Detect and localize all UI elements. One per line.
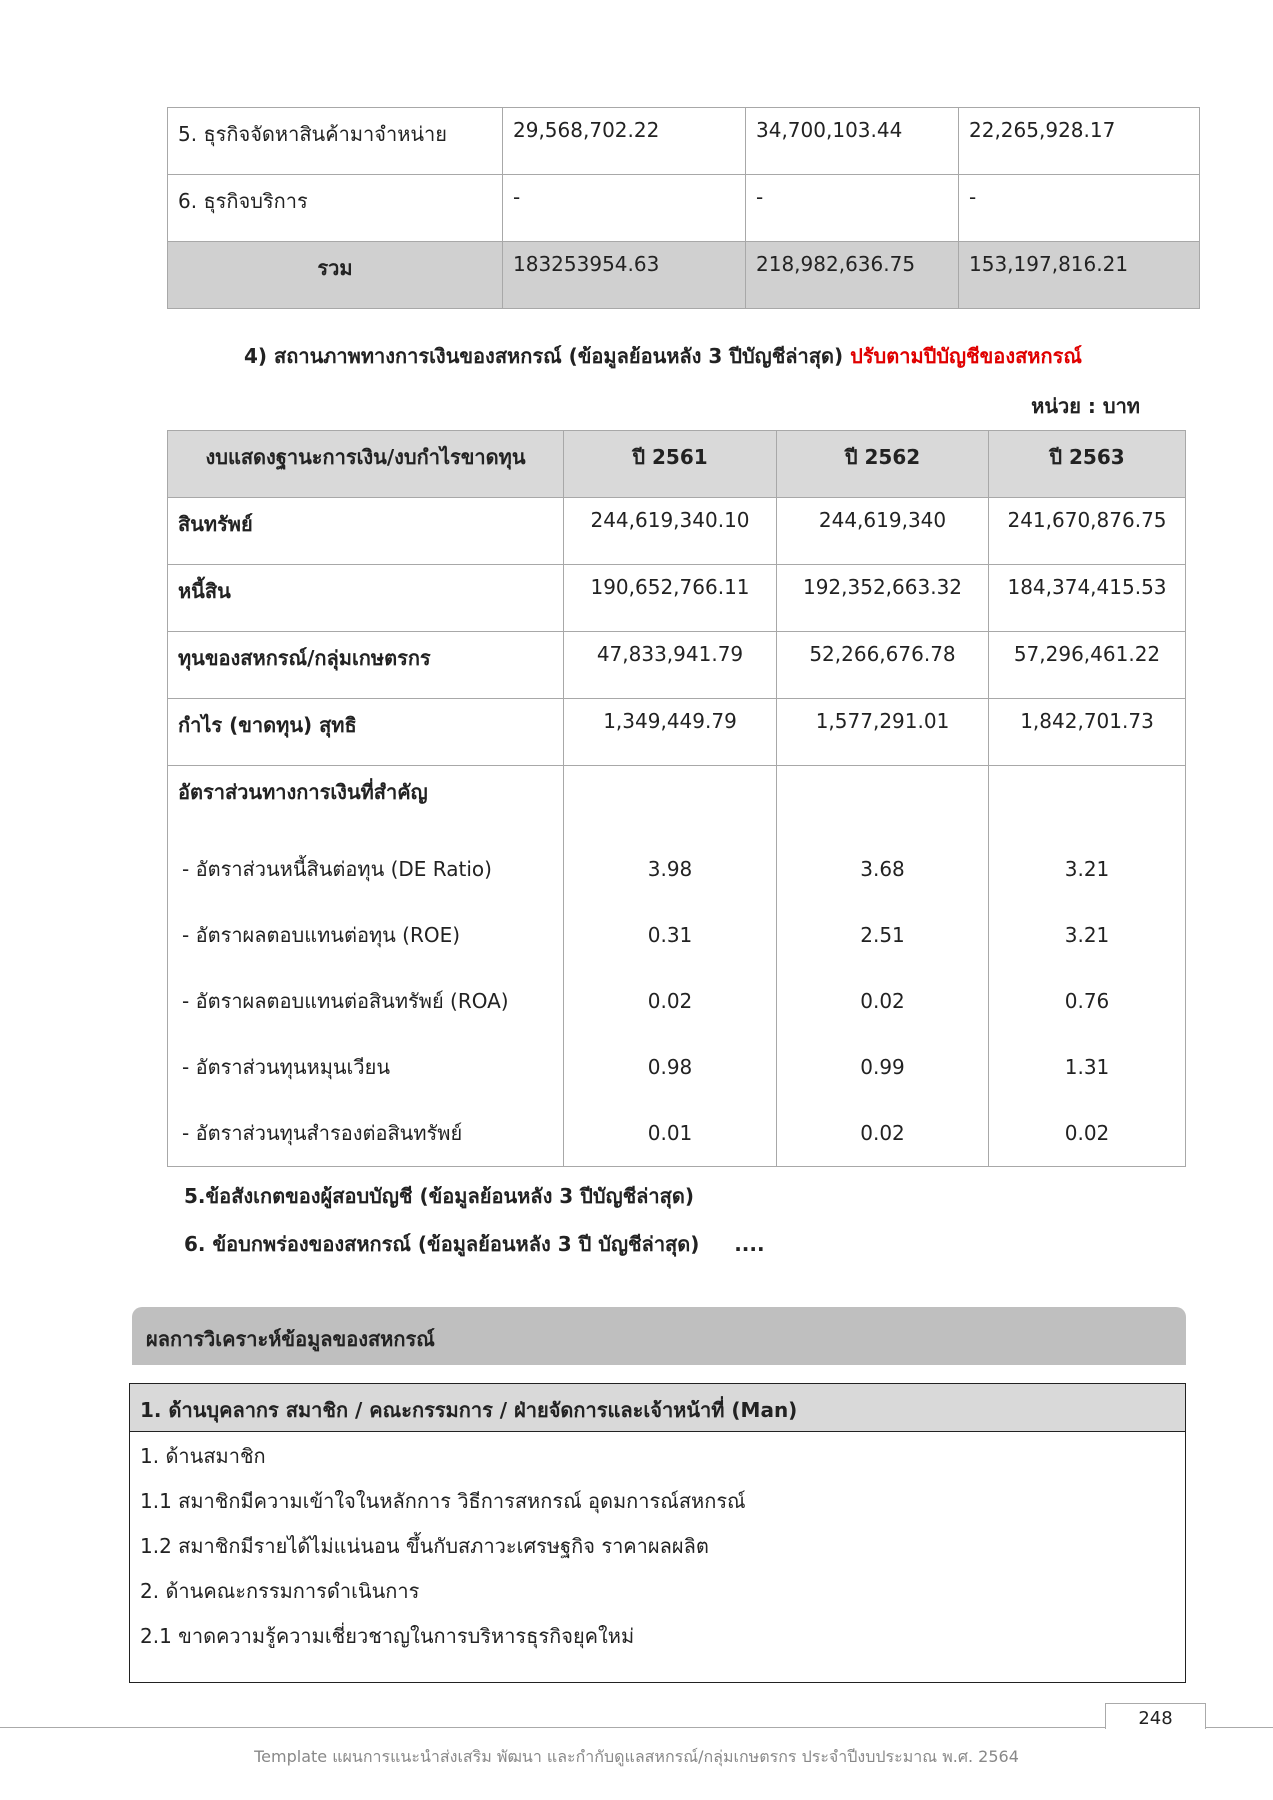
- section-4-heading: [244, 340, 1082, 372]
- cell: 218,982,636.75: [746, 242, 959, 309]
- cell: 0.02: [860, 1121, 905, 1145]
- ratio-values-2561: [564, 766, 777, 1167]
- ratio-title: อัตราส่วนทางการเงินที่สำคัญ: [178, 780, 428, 804]
- ratio-label: - อัตราส่วนทุนหมุนเวียน: [182, 1055, 391, 1079]
- list-item: 1.2 สมาชิกมีรายได้ไม่แน่นอน ขึ้นกับสภาวะเศรษฐกิจ ราคาผลผลิต: [140, 1534, 709, 1558]
- cell: 0.02: [860, 989, 905, 1013]
- table-row: [168, 632, 1186, 699]
- cell: 57,296,461.22: [989, 632, 1186, 699]
- cell: 52,266,676.78: [777, 632, 989, 699]
- list-item: 1. ด้านสมาชิก: [140, 1444, 266, 1468]
- cell: 1.31: [1064, 1055, 1110, 1079]
- financial-status-table: [167, 430, 1186, 1167]
- cell: 34,700,103.44: [746, 108, 959, 175]
- cell: 0.02: [1064, 1121, 1110, 1145]
- ratio-label: - อัตราผลตอบแทนต่อสินทรัพย์ (ROA): [182, 989, 509, 1013]
- cell: 1,349,449.79: [564, 699, 777, 766]
- cell: 153,197,816.21: [959, 242, 1200, 309]
- cell: 3.98: [647, 857, 693, 881]
- cell: 29,568,702.22: [503, 108, 746, 175]
- cell: 190,652,766.11: [564, 565, 777, 632]
- cell: -: [746, 175, 959, 242]
- row-label: 6. ธุรกิจบริการ: [168, 175, 503, 242]
- row-label: กำไร (ขาดทุน) สุทธิ: [168, 699, 564, 766]
- header-cell: ปี 2563: [989, 431, 1186, 498]
- row-label: สินทรัพย์: [168, 498, 564, 565]
- header-cell: งบแสดงฐานะการเงิน/งบกำไรขาดทุน: [168, 431, 564, 498]
- header-cell: ปี 2561: [564, 431, 777, 498]
- cell: 3.21: [1064, 857, 1110, 881]
- row-label: รวม: [168, 242, 503, 309]
- table-row: [168, 175, 1200, 242]
- cell: 0.01: [647, 1121, 693, 1145]
- cell: -: [503, 175, 746, 242]
- total-row: [168, 242, 1200, 309]
- cell: 192,352,663.32: [777, 565, 989, 632]
- table-row: [168, 699, 1186, 766]
- cell: 2.51: [860, 923, 905, 947]
- cell: 1,577,291.01: [777, 699, 989, 766]
- unit-label: หน่วย : บาท: [1031, 394, 1140, 418]
- section-6-heading: 6. ข้อบกพร่องของสหกรณ์ (ข้อมูลย้อนหลัง 3 ปี บัญชีล่าสุด) ....: [184, 1232, 765, 1256]
- cell: 0.02: [647, 989, 693, 1013]
- section-4-note: ปรับตามปีบัญชีของสหกรณ์: [850, 344, 1082, 368]
- cell: 47,833,941.79: [564, 632, 777, 699]
- list-item: 2. ด้านคณะกรรมการดำเนินการ: [140, 1579, 420, 1603]
- ratio-labels: [168, 766, 564, 1167]
- cell: 3.68: [860, 857, 905, 881]
- business-volume-table: [167, 107, 1200, 309]
- cell: 184,374,415.53: [989, 565, 1186, 632]
- table-row: [168, 565, 1186, 632]
- analysis-banner: ผลการวิเคราะห์ข้อมูลของสหกรณ์: [132, 1307, 1186, 1365]
- cell: 183253954.63: [503, 242, 746, 309]
- cell: 0.98: [647, 1055, 693, 1079]
- cell: 244,619,340.10: [564, 498, 777, 565]
- table-header: [168, 431, 1186, 498]
- ratio-label: - อัตราส่วนทุนสำรองต่อสินทรัพย์: [182, 1121, 463, 1145]
- row-label: ทุนของสหกรณ์/กลุ่มเกษตรกร: [168, 632, 564, 699]
- cell: 244,619,340: [777, 498, 989, 565]
- footer-text: Template แผนการแนะนำส่งเสริม พัฒนา และกำกับดูแลสหกรณ์/กลุ่มเกษตรกร ประจำปีงบประมาณ พ.ศ. 2564: [254, 1747, 1019, 1766]
- cell: 1,842,701.73: [989, 699, 1186, 766]
- row-label: หนี้สิน: [168, 565, 564, 632]
- ratio-label: - อัตราส่วนหนี้สินต่อทุน (DE Ratio): [182, 857, 492, 881]
- analysis-box: [129, 1383, 1186, 1683]
- ratio-values-2562: [777, 766, 989, 1167]
- cell: -: [959, 175, 1200, 242]
- cell: 0.99: [860, 1055, 905, 1079]
- ratios-row: [168, 766, 1186, 1167]
- header-cell: ปี 2562: [777, 431, 989, 498]
- footer-divider: [0, 1727, 1273, 1728]
- table-row: [168, 498, 1186, 565]
- page-number: 248: [1105, 1703, 1206, 1729]
- row-label: 5. ธุรกิจจัดหาสินค้ามาจำหน่าย: [168, 108, 503, 175]
- cell: 22,265,928.17: [959, 108, 1200, 175]
- section-4-title: 4) สถานภาพทางการเงินของสหกรณ์ (ข้อมูลย้อนหลัง 3 ปีบัญชีล่าสุด): [244, 344, 844, 368]
- cell: 0.31: [647, 923, 693, 947]
- cell: 241,670,876.75: [989, 498, 1186, 565]
- ratio-label: - อัตราผลตอบแทนต่อทุน (ROE): [182, 923, 461, 947]
- cell: 0.76: [1064, 989, 1110, 1013]
- cell: 3.21: [1064, 923, 1110, 947]
- section-5-heading: 5.ข้อสังเกตของผู้สอบบัญชี (ข้อมูลย้อนหลัง 3 ปีบัญชีล่าสุด): [184, 1184, 694, 1208]
- ratio-values-2563: [989, 766, 1186, 1167]
- list-item: 2.1 ขาดความรู้ความเชี่ยวชาญในการบริหารธุรกิจยุคใหม่: [140, 1624, 635, 1648]
- analysis-header: 1. ด้านบุคลากร สมาชิก / คณะกรรมการ / ฝ่ายจัดการและเจ้าหน้าที่ (Man): [130, 1384, 1185, 1432]
- table-row: [168, 108, 1200, 175]
- list-item: 1.1 สมาชิกมีความเข้าใจในหลักการ วิธีการสหกรณ์ อุดมการณ์สหกรณ์: [140, 1489, 746, 1513]
